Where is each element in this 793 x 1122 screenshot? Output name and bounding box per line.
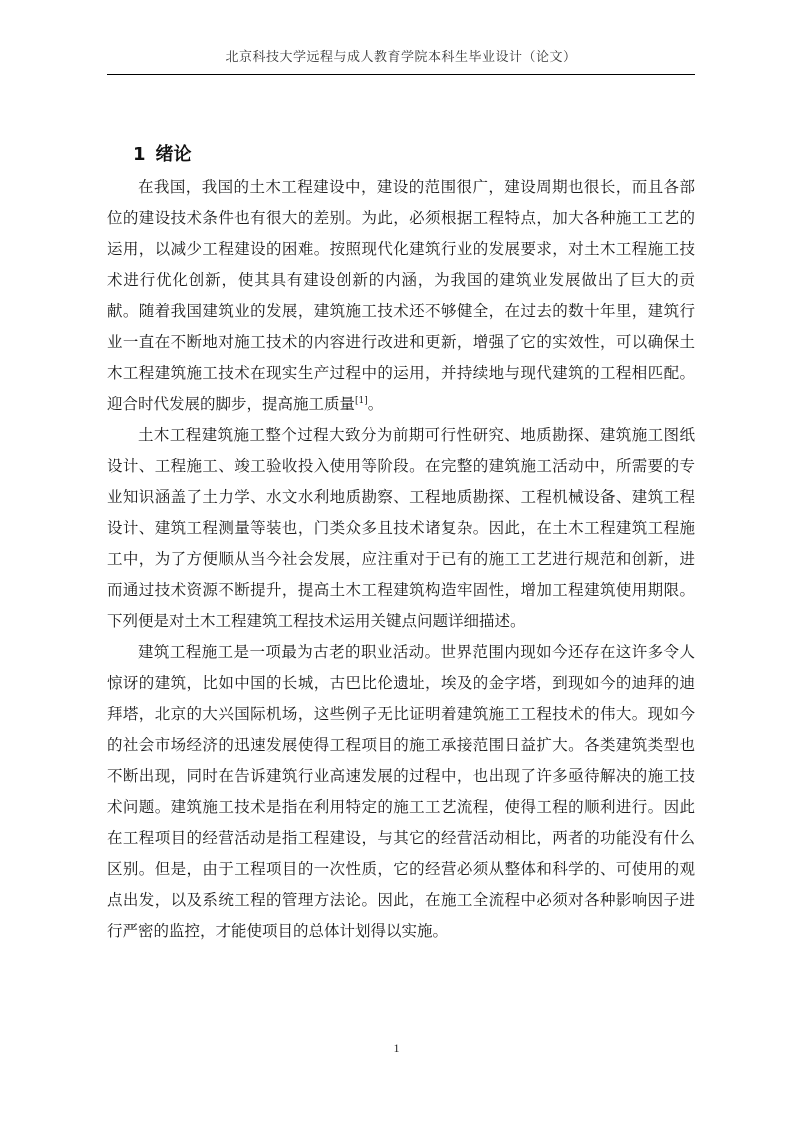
paragraph-text: 土木工程建筑施工整个过程大致分为前期可行性研究、地质勘探、建筑施工图纸设计、工程施工、竣工验收投入使用等阶段。在完整的建筑施工活动中，所需要的专业知识涵盖了土力学、水文水利地质勘察、工程地质勘探、工程机械设备、建筑工程设计、建筑工程测量等装也，门类众多且技术诸复杂。因此，在土木工程建筑工程施工中，为了方便顺从当今社会发展，应注重对于已有的施工工艺进行规范和创新，进而通过技术资源不断提升，提高土木工程建筑构造牢固性，增加工程建筑使用期限。下列便是对土木工程建筑工程技术运用关键点问题详细描述。 <box>107 426 695 630</box>
header-divider <box>107 74 695 75</box>
paragraph <box>107 420 695 637</box>
section-title: 绪论 <box>155 144 192 165</box>
paragraph-text: 建筑工程施工是一项最为古老的职业活动。世界范围内现如今还存在这许多令人惊讶的建筑，比如中国的长城，古巴比伦遗址，埃及的金字塔，到现如今的迪拜的迪拜塔，北京的大兴国际机场，这些例子无比证明着建筑施工工程技术的伟大。现如今的社会市场经济的迅速发展使得工程项目的施工承接范围日益扩大。各类建筑类型也不断出现，同时在告诉建筑行业高速发展的过程中，也出现了许多亟待解决的施工技术问题。建筑施工技术是指在利用特定的施工工艺流程，使得工程的顺利进行。因此在工程项目的经营活动是指工程建设，与其它的经营活动相比，两者的功能没有什么区别。但是，由于工程项目的一次性质，它的经营必须从整体和科学的、可使用的观点出发，以及系统工程的管理方法论。因此，在施工全流程中必须对各种影响因子进行严密的监控，才能使项目的总体计划得以实施。 <box>107 643 695 940</box>
section-heading <box>133 140 192 166</box>
citation-marker[interactable]: [1] <box>355 395 368 406</box>
running-header: 北京科技大学远程与成人教育学院本科生毕业设计（论文） <box>225 50 577 65</box>
body-text <box>107 172 695 947</box>
paragraph-text: 在我国，我国的土木工程建设中，建设的范围很广，建设周期也很长，而且各部位的建设技术条件也有很大的差别。为此，必须根据工程特点，加大各种施工工艺的运用，以减少工程建设的困难。按照现代化建筑行业的发展要求，对土木工程施工技术进行优化创新，使其具有建设创新的内涵，为我国的建筑业发展做出了巨大的贡献。随着我国建筑业的发展，建筑施工技术还不够健全，在过去的数十年里，建筑行业一直在不断地对施工技术的内容进行改进和更新，增强了它的实效性，可以确保土木工程建筑施工技术在现实生产过程中的运用，并持续地与现代建筑的工程相匹配。迎合时代发展的脚步，提高施工质量 <box>107 178 695 413</box>
paragraph-tail: 。 <box>367 395 384 413</box>
page-number: 1 <box>393 1041 400 1055</box>
section-number: 1 <box>133 144 146 165</box>
paragraph <box>107 172 695 420</box>
paragraph <box>107 637 695 947</box>
